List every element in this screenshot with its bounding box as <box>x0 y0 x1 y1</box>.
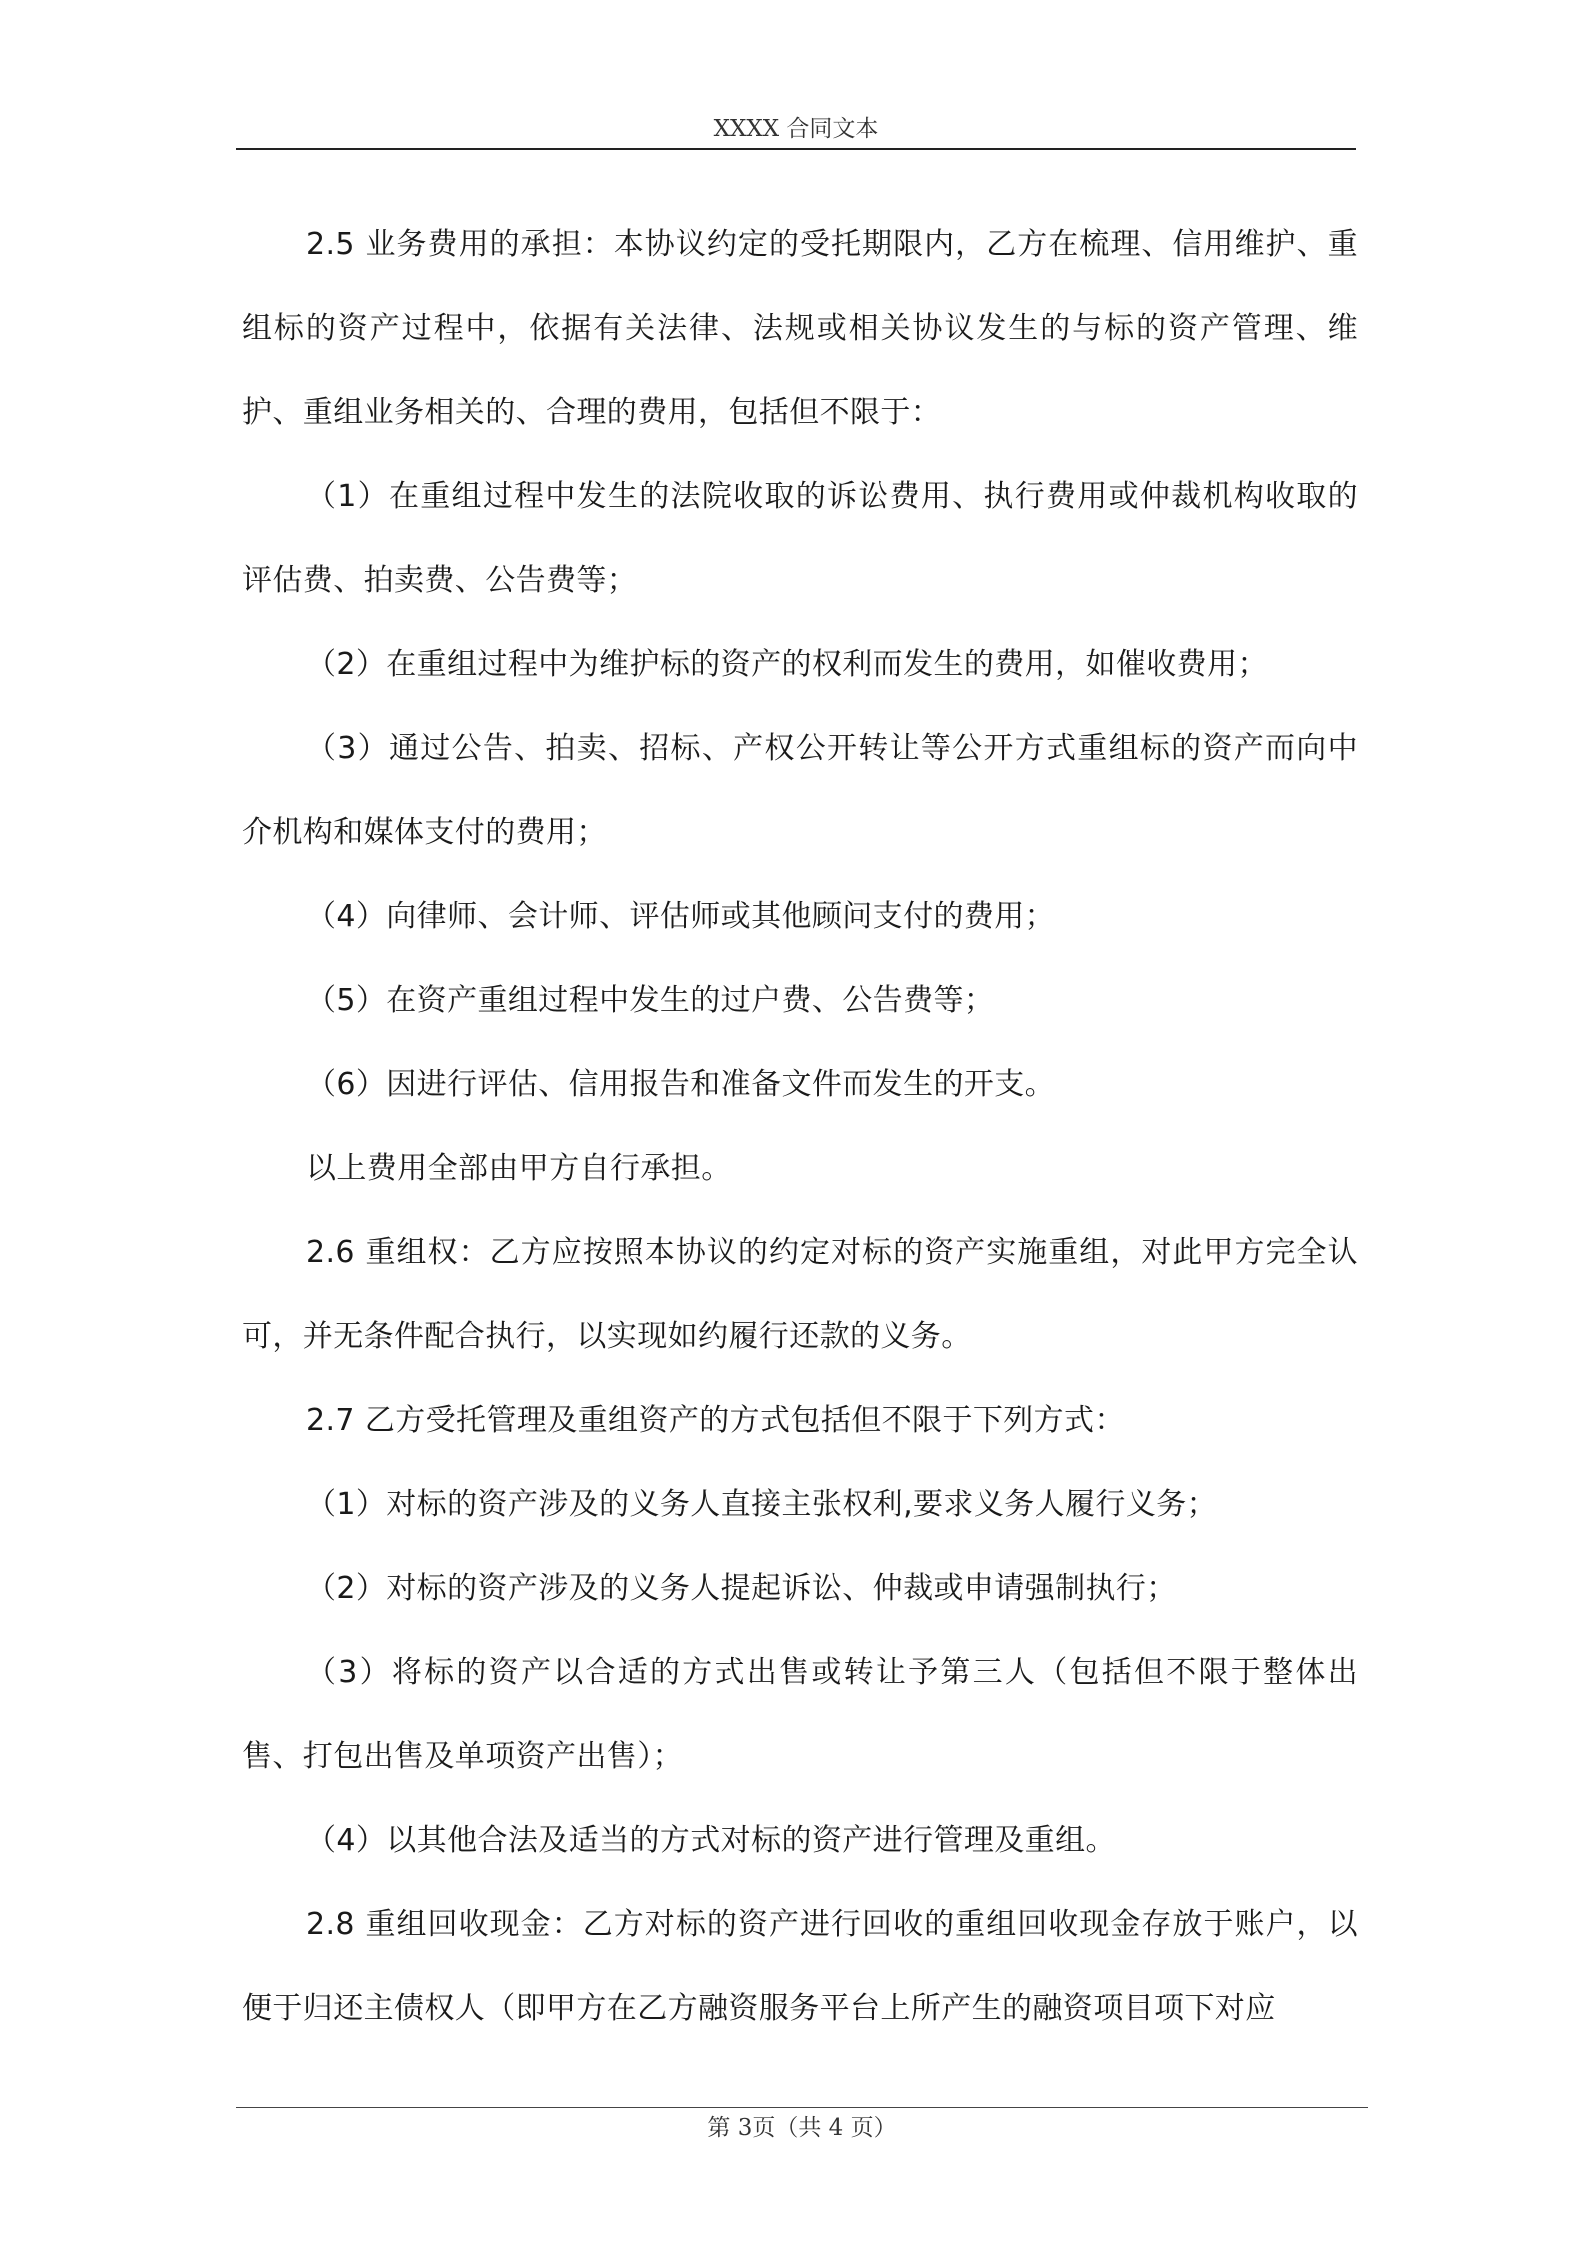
paragraph-2-7-item-4: （4）以其他合法及适当的方式对标的资产进行管理及重组。 <box>306 1823 1116 1858</box>
paragraph-2-5-item-3: （3）通过公告、拍卖、招标、产权公开转让等公开方式重组标的资产而向中介机构和媒体支付的费用； <box>242 731 1358 850</box>
paragraph-2-7-item-2: （2）对标的资产涉及的义务人提起诉讼、仲裁或申请强制执行； <box>306 1571 1177 1606</box>
paragraph-2-7: 2.7 乙方受托管理及重组资产的方式包括但不限于下列方式： <box>306 1403 1125 1438</box>
paragraph-2-7-item-1: （1）对标的资产涉及的义务人直接主张权利,要求义务人履行义务； <box>306 1487 1218 1522</box>
paragraph-2-5-item-4: （4）向律师、会计师、评估师或其他顾问支付的费用； <box>306 899 1056 934</box>
paragraph-2-5-item-1: （1）在重组过程中发生的法院收取的诉讼费用、执行费用或仲裁机构收取的评估费、拍卖费、公告费等； <box>242 479 1358 598</box>
paragraph-2-7-item-3: （3）将标的资产以合适的方式出售或转让予第三人（包括但不限于整体出售、打包出售及单项资产出售）； <box>242 1655 1358 1774</box>
header-divider <box>236 148 1356 150</box>
paragraph-2-5-item-5: （5）在资产重组过程中发生的过户费、公告费等； <box>306 983 995 1018</box>
page-number-footer: 第 3页（共 4 页） <box>707 2115 897 2141</box>
paragraph-2-5-item-2: （2）在重组过程中为维护标的资产的权利而发生的费用，如催收费用； <box>306 647 1268 682</box>
footer-divider <box>236 2107 1368 2108</box>
paragraph-2-8: 2.8 重组回收现金：乙方对标的资产进行回收的重组回收现金存放于账户，以便于归还主债权人（即甲方在乙方融资服务平台上所产生的融资项目项下对应 <box>242 1907 1358 2026</box>
paragraph-2-5-summary: 以上费用全部由甲方自行承担。 <box>306 1151 732 1186</box>
paragraph-2-6: 2.6 重组权：乙方应按照本协议的约定对标的资产实施重组，对此甲方完全认可，并无条件配合执行，以实现如约履行还款的义务。 <box>242 1235 1358 1354</box>
page-header-title: XXXX 合同文本 <box>713 116 879 142</box>
paragraph-2-5-item-6: （6）因进行评估、信用报告和准备文件而发生的开支。 <box>306 1067 1056 1102</box>
document-body <box>242 203 1358 2051</box>
paragraph-2-5: 2.5 业务费用的承担：本协议约定的受托期限内，乙方在梳理、信用维护、重组标的资产过程中，依据有关法律、法规或相关协议发生的与标的资产管理、维护、重组业务相关的、合理的费用，包括但不限于： <box>242 227 1358 430</box>
